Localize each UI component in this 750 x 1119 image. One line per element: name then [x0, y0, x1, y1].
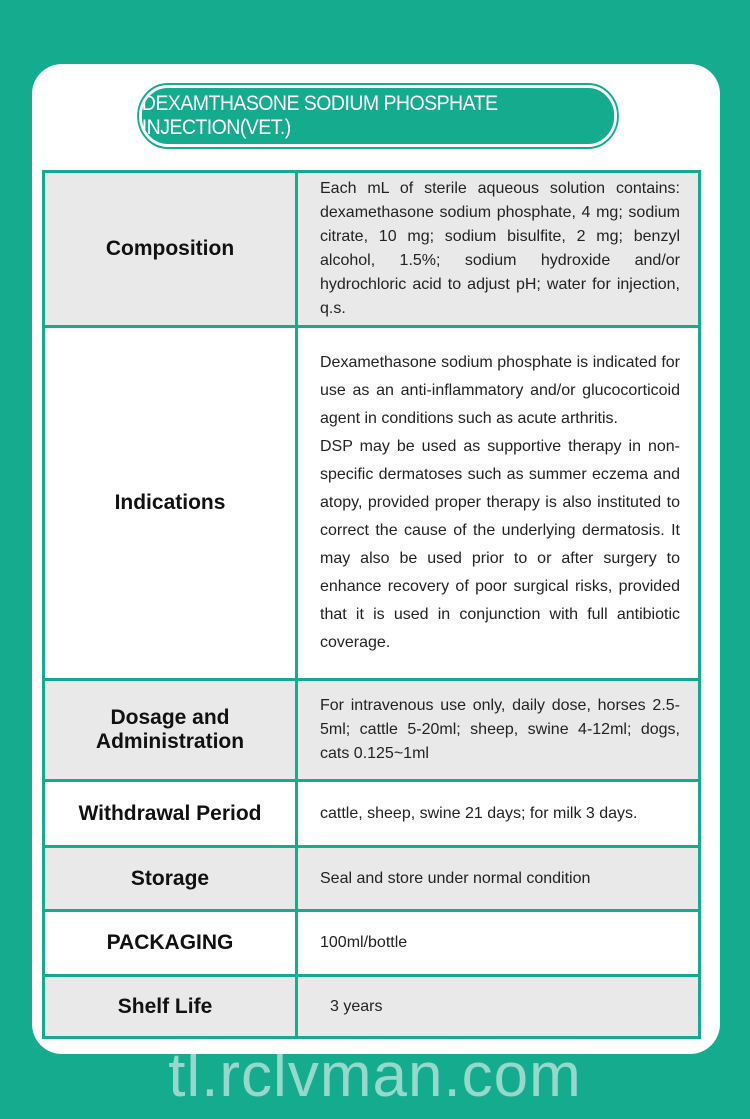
spec-table	[42, 170, 701, 1039]
row-label-withdrawal: Withdrawal Period	[44, 781, 297, 847]
table-row	[44, 680, 700, 781]
table-row	[44, 781, 700, 847]
table-row	[44, 327, 700, 680]
row-value-packaging: 100ml/bottle	[297, 911, 700, 976]
row-value-storage: Seal and store under normal condition	[297, 847, 700, 911]
row-label-indications: Indications	[44, 327, 297, 680]
row-label-shelf-life: Shelf Life	[44, 976, 297, 1038]
product-title: DEXAMTHASONE SODIUM PHOSPHATE INJECTION(VET.)	[139, 85, 617, 147]
watermark: tl.rclvman.com	[168, 1041, 582, 1110]
table-row	[44, 172, 700, 327]
row-label-packaging: PACKAGING	[44, 911, 297, 976]
indications-paragraph-1: Dexamethasone sodium phosphate is indicated for use as an anti-inflammatory and/or glucocorticoid agent in conditions such as acute arthritis.	[320, 354, 680, 427]
table-row	[44, 976, 700, 1038]
row-value-composition: Each mL of sterile aqueous solution contains: dexamethasone sodium phosphate, 4 mg; sodium citrate, 10 mg; sodium bisulfite, 2 mg; benzyl alcohol, 1.5%; sodium hydroxide and/or hydrochloric acid to adjust pH; water for injection, q.s.	[297, 172, 700, 327]
row-value-indications	[297, 327, 700, 680]
row-value-withdrawal: cattle, sheep, swine 21 days; for milk 3 days.	[297, 781, 700, 847]
row-value-dosage: For intravenous use only, daily dose, horses 2.5-5ml; cattle 5-20ml; sheep, swine 4-12ml; dogs, cats 0.125~1ml	[297, 680, 700, 781]
row-label-dosage: Dosage and Administration	[44, 680, 297, 781]
row-value-shelf-life: 3 years	[297, 976, 700, 1038]
row-label-composition: Composition	[44, 172, 297, 327]
indications-paragraph-2: DSP may be used as supportive therapy in non-specific dermatoses such as summer eczema and atopy, provided proper therapy is also instituted to correct the cause of the underlying dermatosis. It may also be used prior to or after surgery to enhance recovery of poor surgical risks, provided that it is used in conjunction with full antibiotic coverage.	[320, 438, 680, 651]
row-label-storage: Storage	[44, 847, 297, 911]
table-row	[44, 847, 700, 911]
table-row	[44, 911, 700, 976]
